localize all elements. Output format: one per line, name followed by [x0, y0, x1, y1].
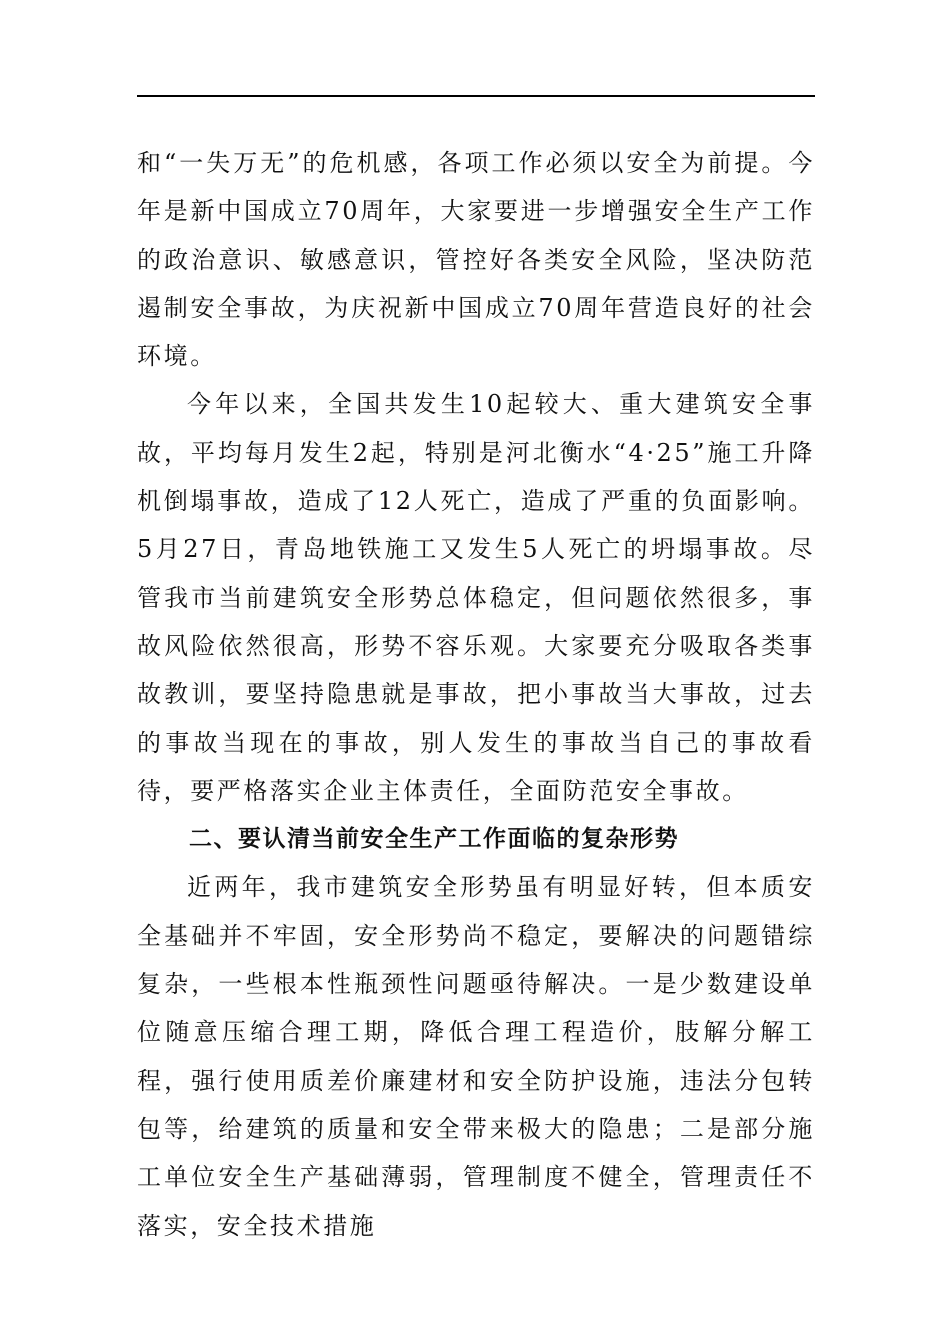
- paragraph-accidents: 今年以来，全国共发生10起较大、重大建筑安全事故，平均每月发生2起，特别是河北衡水“4·25”施工升降机倒塌事故，造成了12人死亡，造成了严重的负面影响。5月27日，青岛地铁施工又发生5人死亡的坍塌事故。尽管我市当前建筑安全形势总体稳定，但问题依然很多，事故风险依然很高，形势不容乐观。大家要充分吸取各类事故教训，要坚持隐患就是事故，把小事故当大事故，过去的事故当现在的事故，别人发生的事故当自己的事故看待，要严格落实企业主体责任，全面防范安全事故。: [137, 390, 815, 805]
- header-rule: [137, 95, 815, 97]
- paragraph-continued: 和“一失万无”的危机感，各项工作必须以安全为前提。今年是新中国成立70周年，大家要进一步增强安全生产工作的政治意识、敏感意识，管控好各类安全风险，坚决防范遏制安全事故，为庆祝新中国成立70周年营造良好的社会环境。: [137, 149, 815, 371]
- document-body: [137, 139, 815, 1250]
- paragraph-situation: 近两年，我市建筑安全形势虽有明显好转，但本质安全基础并不牢固，安全形势尚不稳定，要解决的问题错综复杂，一些根本性瓶颈性问题亟待解决。一是少数建设单位随意压缩合理工期，降低合理工程造价，肢解分解工程，强行使用质差价廉建材和安全防护设施，违法分包转包等，给建筑的质量和安全带来极大的隐患；二是部分施工单位安全生产基础薄弱，管理制度不健全，管理责任不落实，安全技术措施: [137, 873, 815, 1240]
- section-heading: 二、要认清当前安全生产工作面临的复杂形势: [189, 826, 679, 853]
